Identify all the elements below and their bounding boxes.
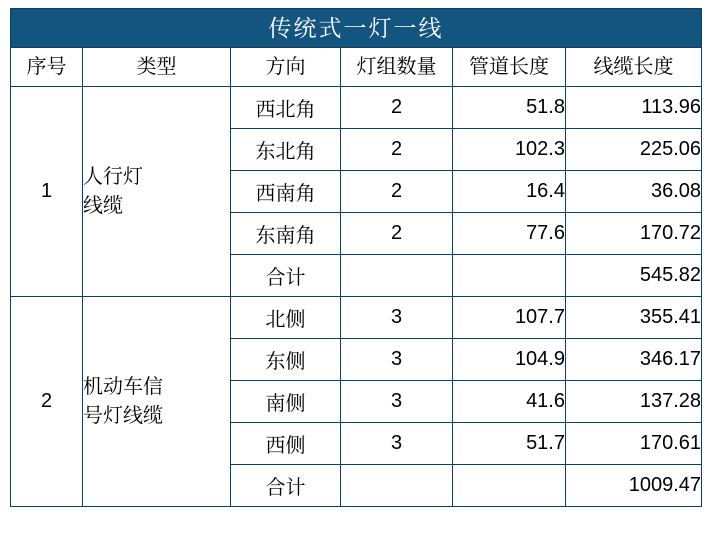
cell-lamp-count: 3 bbox=[341, 423, 453, 465]
group-type-1-line2: 线缆 bbox=[83, 194, 123, 217]
cell-pipe-length: 41.6 bbox=[453, 381, 566, 423]
cell-cable-length: 346.17 bbox=[566, 339, 702, 381]
table-header-row bbox=[11, 48, 702, 87]
subtotal-cable-length: 545.82 bbox=[566, 255, 702, 297]
cell-pipe-length: 51.8 bbox=[453, 87, 566, 129]
cell-lamp-count: 3 bbox=[341, 381, 453, 423]
table-title-row bbox=[11, 9, 702, 48]
cell-cable-length: 137.28 bbox=[566, 381, 702, 423]
cell-direction: 西南角 bbox=[231, 171, 341, 213]
group-type-2-line1: 机动车信 bbox=[83, 375, 163, 398]
cell-direction: 东侧 bbox=[231, 339, 341, 381]
cell-direction: 北侧 bbox=[231, 297, 341, 339]
total-lamp-count bbox=[341, 465, 453, 507]
cell-lamp-count: 2 bbox=[341, 87, 453, 129]
cell-direction: 东南角 bbox=[231, 213, 341, 255]
cell-direction: 南侧 bbox=[231, 381, 341, 423]
column-header-pipe-length: 管道长度 bbox=[453, 48, 566, 87]
group-type-2-line2: 号灯线缆 bbox=[83, 404, 163, 427]
group-type-1 bbox=[83, 87, 231, 297]
column-header-lamp-count: 灯组数量 bbox=[341, 48, 453, 87]
column-header-cable-length: 线缆长度 bbox=[566, 48, 702, 87]
total-label: 合计 bbox=[231, 465, 341, 507]
group-type-1-line1: 人行灯 bbox=[83, 165, 143, 188]
cell-cable-length: 170.72 bbox=[566, 213, 702, 255]
cell-lamp-count: 2 bbox=[341, 129, 453, 171]
column-header-index: 序号 bbox=[11, 48, 83, 87]
group-index-2: 2 bbox=[11, 297, 83, 507]
cell-pipe-length: 102.3 bbox=[453, 129, 566, 171]
group-index-1: 1 bbox=[11, 87, 83, 297]
cell-cable-length: 170.61 bbox=[566, 423, 702, 465]
group-type-2 bbox=[83, 297, 231, 507]
subtotal-pipe-length bbox=[453, 255, 566, 297]
total-cable-length: 1009.47 bbox=[566, 465, 702, 507]
cell-direction: 东北角 bbox=[231, 129, 341, 171]
table-title: 传统式一灯一线 bbox=[11, 9, 702, 48]
cell-pipe-length: 16.4 bbox=[453, 171, 566, 213]
cell-lamp-count: 3 bbox=[341, 339, 453, 381]
column-header-direction: 方向 bbox=[231, 48, 341, 87]
table-row bbox=[11, 297, 702, 339]
cell-direction: 西北角 bbox=[231, 87, 341, 129]
cell-cable-length: 36.08 bbox=[566, 171, 702, 213]
cell-lamp-count: 2 bbox=[341, 171, 453, 213]
table-row bbox=[11, 87, 702, 129]
cell-pipe-length: 51.7 bbox=[453, 423, 566, 465]
subtotal-label: 合计 bbox=[231, 255, 341, 297]
cell-pipe-length: 107.7 bbox=[453, 297, 566, 339]
cell-cable-length: 355.41 bbox=[566, 297, 702, 339]
column-header-type: 类型 bbox=[83, 48, 231, 87]
cell-pipe-length: 77.6 bbox=[453, 213, 566, 255]
cell-lamp-count: 2 bbox=[341, 213, 453, 255]
cell-direction: 西侧 bbox=[231, 423, 341, 465]
lighting-cable-table bbox=[10, 8, 702, 507]
cell-pipe-length: 104.9 bbox=[453, 339, 566, 381]
cell-cable-length: 225.06 bbox=[566, 129, 702, 171]
cell-cable-length: 113.96 bbox=[566, 87, 702, 129]
subtotal-lamp-count bbox=[341, 255, 453, 297]
total-pipe-length bbox=[453, 465, 566, 507]
cell-lamp-count: 3 bbox=[341, 297, 453, 339]
